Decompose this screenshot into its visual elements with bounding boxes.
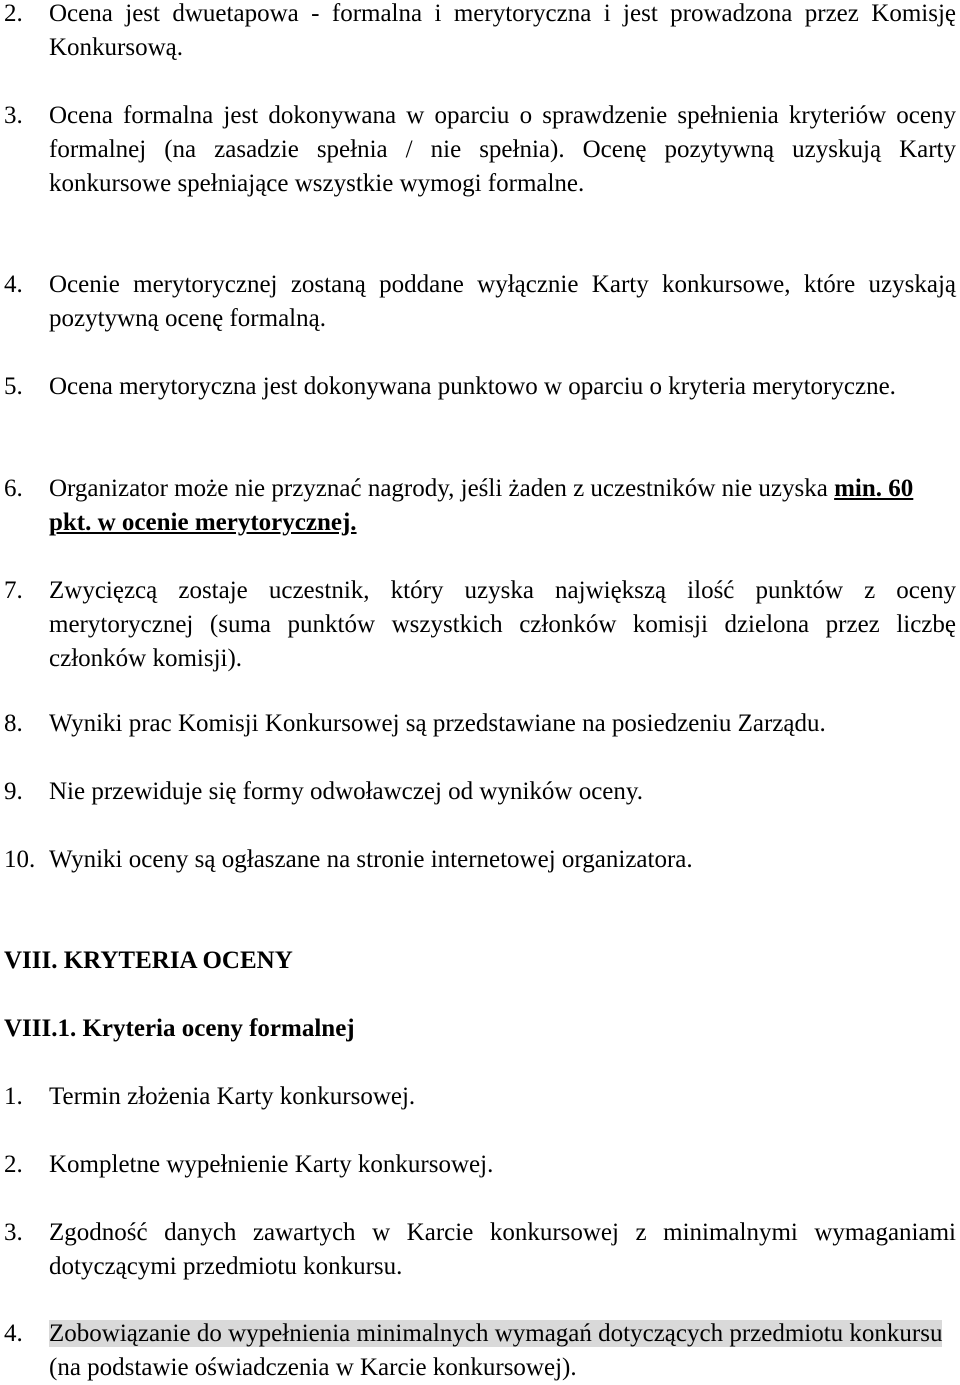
item-number: 4. bbox=[4, 1320, 23, 1347]
item-number: 1. bbox=[4, 1083, 23, 1110]
criteria-item bbox=[4, 1216, 956, 1284]
item-number: 7. bbox=[4, 577, 23, 604]
item-text: Termin złożenia Karty konkursowej. bbox=[49, 1083, 416, 1110]
item-number: 5. bbox=[4, 373, 23, 400]
list-item bbox=[4, 0, 956, 65]
item-number: 2. bbox=[4, 1151, 23, 1178]
item-text: Zwycięzcą zostaje uczestnik, który uzyska największą ilość punktów z oceny merytorycznej (suma punktów wszystkich członków komisji dzielona przez liczbę członków komisji). bbox=[49, 577, 956, 672]
item-text: Wyniki oceny są ogłaszane na stronie internetowej organizatora. bbox=[49, 846, 693, 873]
item-text: Ocenie merytorycznej zostaną poddane wyłącznie Karty konkursowe, które uzyskają pozytywną ocenę formalną. bbox=[49, 271, 956, 332]
subsection-heading: VIII.1. Kryteria oceny formalnej bbox=[4, 1015, 355, 1042]
item-number: 6. bbox=[4, 475, 23, 502]
section-heading: VIII. KRYTERIA OCENY bbox=[4, 947, 293, 974]
item-text: Nie przewiduje się formy odwoławczej od wyników oceny. bbox=[49, 778, 644, 805]
criteria-item bbox=[4, 1080, 956, 1114]
item-text: Ocena merytoryczna jest dokonywana punktowo w oparciu o kryteria merytoryczne. bbox=[49, 373, 896, 400]
list-item bbox=[4, 472, 956, 540]
item-text: Zgodność danych zawartych w Karcie konkursowej z minimalnymi wymaganiami dotyczącymi przedmiotu konkursu. bbox=[49, 1219, 956, 1280]
list-item bbox=[4, 707, 956, 741]
item-text: Kompletne wypełnienie Karty konkursowej. bbox=[49, 1151, 494, 1178]
item-text: Ocena formalna jest dokonywana w oparciu o sprawdzenie spełnienia kryteriów oceny formalnej (na zasadzie spełnia / nie spełnia). Ocenę pozytywną uzyskują Karty konkursowe spełniające wszystkie wymogi formalne. bbox=[49, 102, 956, 197]
list-item bbox=[4, 370, 956, 404]
item-text: Wyniki prac Komisji Konkursowej są przedstawiane na posiedzeniu Zarządu. bbox=[49, 710, 826, 737]
criteria-item bbox=[4, 1148, 956, 1182]
list-item bbox=[4, 843, 956, 877]
item-number: 4. bbox=[4, 271, 23, 298]
item-number: 2. bbox=[4, 0, 23, 27]
list-item bbox=[4, 99, 956, 201]
item-text-highlighted: Zobowiązanie do wypełnienia minimalnych wymagań dotyczących przedmiotu konkursu bbox=[49, 1320, 943, 1347]
item-text: Ocena jest dwuetapowa - formalna i merytoryczna i jest prowadzona przez Komisję Konkursową. bbox=[49, 0, 956, 61]
list-item bbox=[4, 775, 956, 809]
list-item bbox=[4, 574, 956, 676]
item-text-underlined: min. 60 pkt. w ocenie merytorycznej. bbox=[49, 475, 914, 536]
item-number: 8. bbox=[4, 710, 23, 737]
item-number: 9. bbox=[4, 778, 23, 805]
item-text: Organizator może nie przyznać nagrody, jeśli żaden z uczestników nie uzyska bbox=[49, 475, 828, 502]
item-number: 10. bbox=[4, 846, 36, 873]
criteria-item bbox=[4, 1317, 956, 1385]
item-text: (na podstawie oświadczenia w Karcie konkursowej). bbox=[49, 1354, 577, 1381]
item-number: 3. bbox=[4, 1219, 23, 1246]
item-number: 3. bbox=[4, 102, 23, 129]
list-item bbox=[4, 268, 956, 336]
